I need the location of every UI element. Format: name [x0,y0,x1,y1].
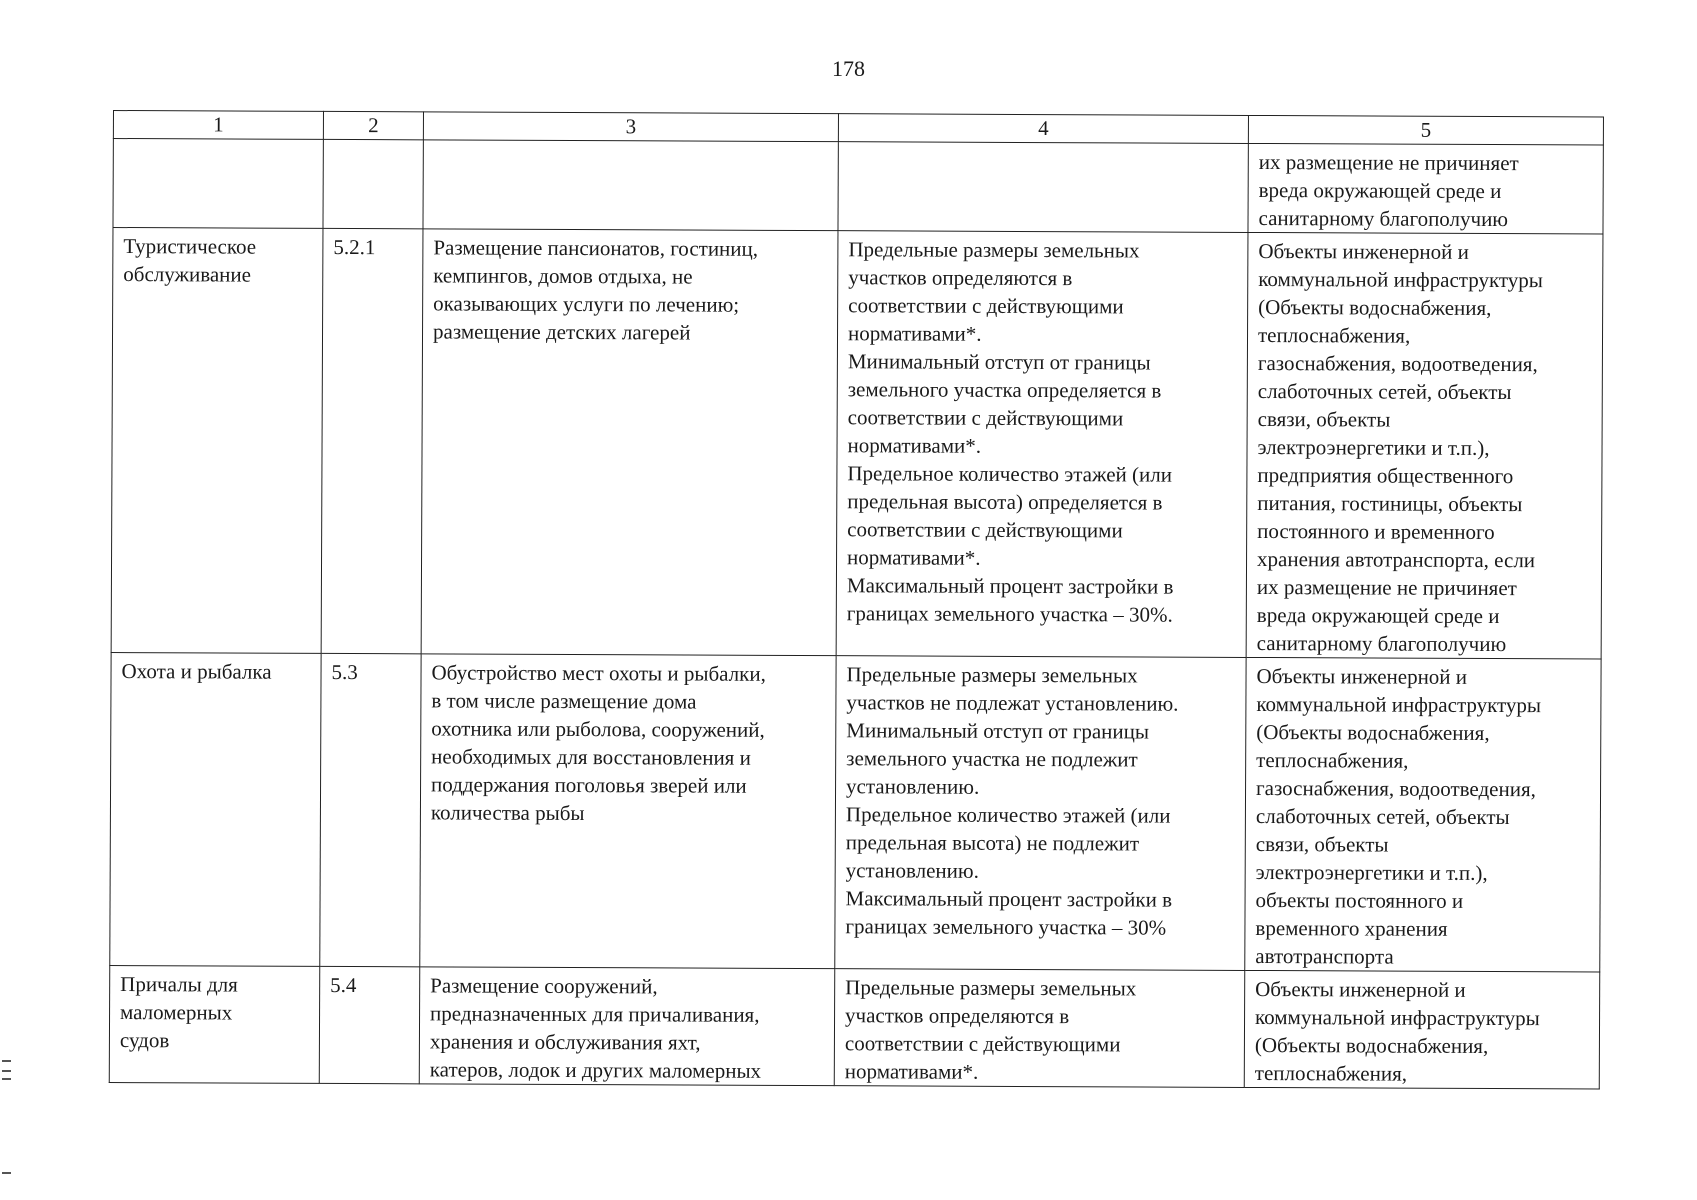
scan-artifact [2,1078,11,1080]
use-code-cell [323,139,423,228]
scan-artifact [2,1060,11,1062]
use-code-cell: 5.3 [320,653,421,966]
auxiliary-uses-cell: их размещение не причиняет вреда окружающей среде и санитарному благополучию [1248,143,1603,234]
table-row [110,652,1601,971]
auxiliary-uses-cell: Объекты инженерной и коммунальной инфраструктуры (Объекты водоснабжения, теплоснабжения, [1244,970,1600,1089]
use-description-cell: Размещение сооружений, предназначенных для причаливания, хранения и обслуживания яхт, катеров, лодок и других маломерных [419,967,835,1086]
table-row [113,139,1603,235]
use-name-cell: Причалы для маломерных судов [109,965,320,1083]
header-cell-5: 5 [1248,115,1603,145]
scan-artifact [2,1172,11,1174]
header-cell-2: 2 [323,111,423,139]
table-row [109,965,1599,1089]
parameters-cell: Предельные размеры земельных участков определяются в соответствии с действующими нормативами*. Минимальный отступ от границы земельного участка определяется в соответствии с действующими нормативами*. Предельное количество этажей (или предельная высота) определяется в соответствии с действующими нормативами*. Максимальный процент застройки в границах земельного участка – 30%. [836,231,1248,658]
zoning-table [109,110,1604,1089]
header-cell-1: 1 [113,111,323,140]
auxiliary-uses-cell: Объекты инженерной и коммунальной инфраструктуры (Объекты водоснабжения, теплоснабжения, газоснабжения, водоотведения, слаботочных сетей, объекты связи, объекты электроэнергетики и т.п.), объекты постоянного и временного хранения автотранспорта [1245,657,1601,972]
header-cell-3: 3 [423,112,838,142]
use-name-cell: Туристическое обслуживание [111,228,323,654]
use-description-cell: Обустройство мест охоты и рыбалки, в том числе размещение дома охотника или рыболова, сооружений, необходимых для восстановления и поддержания поголовья зверей или количества рыбы [420,654,836,969]
header-cell-4: 4 [838,114,1248,144]
parameters-cell: Предельные размеры земельных участков определяются в соответствии с действующими нормативами*. [834,969,1245,1088]
use-code-cell: 5.2.1 [321,228,423,653]
use-description-cell: Размещение пансионатов, гостиниц, кемпингов, домов отдыха, не оказывающих услуги по лечению; размещение детских лагерей [421,229,838,656]
use-code-cell: 5.4 [319,966,420,1083]
parameters-cell [838,142,1248,233]
use-name-cell [113,139,323,229]
page-number: 178 [832,56,865,81]
auxiliary-uses-cell: Объекты инженерной и коммунальной инфраструктуры (Объекты водоснабжения, теплоснабжения, газоснабжения, водоотведения, слаботочных сетей, объекты связи, объекты электроэнергетики и т.п.), предприятия общественного питания, гостиницы, объекты постоянного и временного хранения автотранспорта, если их размещение не причиняет вреда окружающей среде и санитарному благополучию [1246,232,1603,659]
use-description-cell [423,140,838,231]
table-row [111,228,1603,659]
scan-artifact [2,1070,11,1072]
use-name-cell: Охота и рыбалка [110,652,321,966]
parameters-cell: Предельные размеры земельных участков не подлежат установлению. Минимальный отступ от границы земельного участка не подлежит установлению. Предельное количество этажей (или предельная высота) не подлежит установлению. Максимальный процент застройки в границах земельного участка – 30% [835,656,1246,971]
